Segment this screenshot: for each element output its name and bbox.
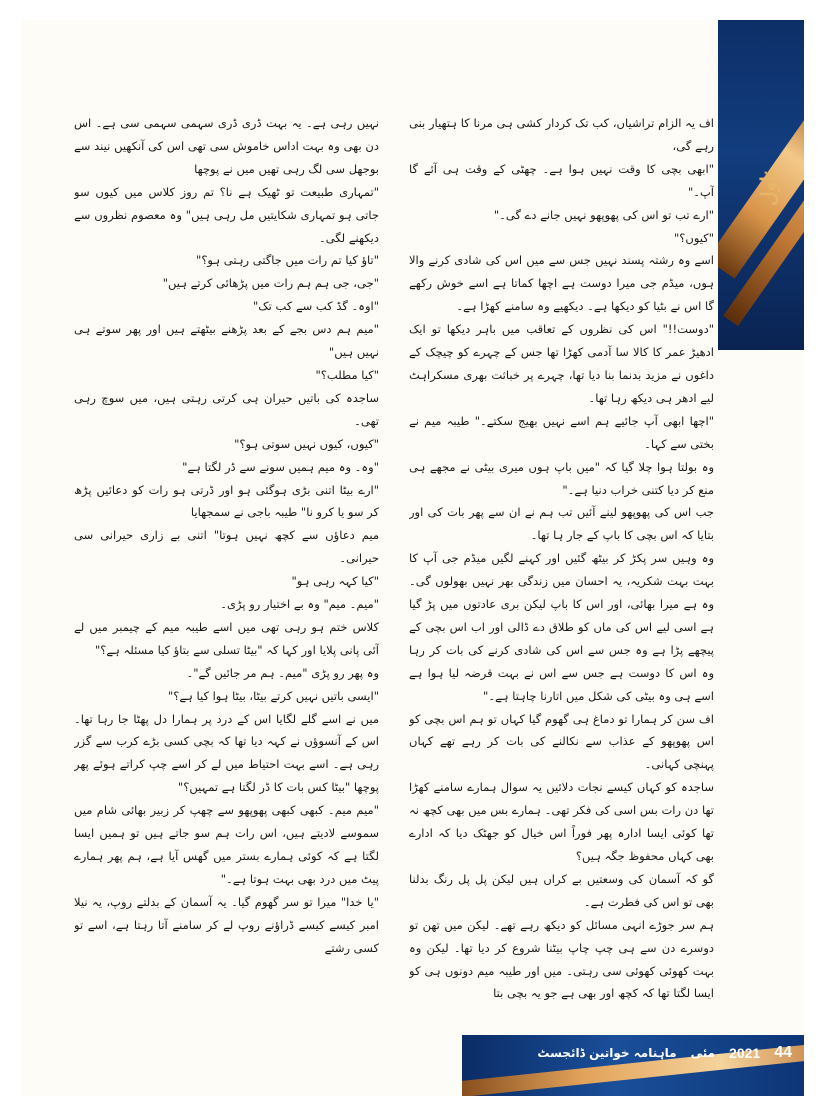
paragraph: اسے وہ رشتہ پسند نہیں جس سے میں اس کی شادی کرنے والا ہوں، میڈم جی میرا دوست ہے اچھا کماتا ہے اسے خوش رکھے گا اس نے بٹیا کو دیکھا ہے۔ دیکھیے وہ سامنے کھڑا ہے۔ bbox=[409, 253, 714, 314]
paragraph: "ایسی باتیں نہیں کرتے بیٹا، بیٹا ہوا کیا ہے؟" bbox=[167, 688, 379, 703]
section-title: ناول bbox=[756, 170, 780, 206]
left-column bbox=[74, 112, 379, 1027]
paragraph: ساجدہ کو کہاں کیسے نجات دلائیں یہ سوال ہمارے سامنے کھڑا تھا دن رات بس اسی کی فکر تھی۔ ہمارے بس میں بھی کچھ نہ تھا کوئی ایسا ادارہ پھر فوراً اس خیال کو جھٹک دیا کہ ادارے بھی کہاں محفوظ جگہ ہیں؟ bbox=[409, 780, 714, 863]
paragraph: "اچھا ابھی آپ جائیے ہم اسے نہیں بھیج سکتے۔" طیبہ میم نے بختی سے کہا۔ bbox=[409, 413, 714, 451]
paragraph: "ابھی بچی کا وقت نہیں ہوا ہے۔ چھٹی کے وقت ہی آئے گا آپ۔" bbox=[409, 161, 714, 199]
page-number: 44 bbox=[774, 1044, 792, 1061]
paragraph: "دوست!!" اس کی نظروں کے تعاقب میں باہر دیکھا تو ایک ادھیڑ عمر کا کالا سا آدمی کھڑا تھا جس کے چہرے کو چیچک کے داغوں نے مزید بدنما بنا دیا تھا، چہرے پر خباثت بھری مسکراہٹ لیے ادھر ہی دیکھ رہا تھا۔ bbox=[409, 322, 714, 405]
magazine-page bbox=[22, 20, 804, 1096]
right-column bbox=[409, 112, 714, 1027]
paragraph: "میم میم۔ کبھی کبھی پھوپھو سے چھپ کر زبیر بھائی شام میں سموسے لادیتے ہیں، اس رات ہم سو جاتے ہیں تو ہمیں ایسا لگتا ہے کہ کوئی ہمارے بستر میں گھس آیا ہے، ہم پھر ہمارے پیٹ میں درد بھی بہت ہوتا ہے۔" bbox=[74, 803, 379, 886]
paragraph: کلاس ختم ہو رہی تھی میں اسے طیبہ میم کے چیمبر میں لے آئی پانی پلایا اور کہا کہ "بیٹا تسلی سے بتاؤ کیا مسئلہ ہے؟" bbox=[74, 619, 379, 657]
paragraph: اف سن کر ہمارا تو دماغ ہی گھوم گیا کہاں تو ہم اس بچی کو اس پھوپھو کے عذاب سے نکالنے کی بات کر رہے تھے کہاں پہنچی کہانی۔ bbox=[409, 711, 714, 772]
paragraph: "میم ہم دس بجے کے بعد پڑھنے بیٹھتے ہیں اور پھر سوتے ہی نہیں ہیں" bbox=[74, 322, 379, 360]
paragraph: "کیوں؟" bbox=[673, 230, 714, 245]
paragraph: وہ پھر رو پڑی "میم۔ ہم مر جائیں گے"۔ bbox=[186, 665, 379, 680]
paragraph: وہ بولتا ہوا چلا گیا کہ "میں باپ ہوں میری بیٹی نے مجھے ہی منع کر دیا کتنی خراب دنیا ہے۔" bbox=[409, 459, 714, 497]
paragraph: اف یہ الزام تراشیاں، کب تک کردار کشی ہی مرنا کا ہتھیار بنی رہے گی، bbox=[409, 116, 714, 153]
paragraph: "میم۔ میم" وہ بے اختیار رو پڑی۔ bbox=[220, 597, 379, 612]
paragraph: میم دعاؤں سے کچھ نہیں ہوتا" اتنی بے زاری حیرانی سی حیرانی۔ bbox=[74, 528, 379, 566]
paragraph: "وہ۔ وہ میم ہمیں سونے سے ڈر لگتا ہے" bbox=[182, 459, 379, 474]
footer-info bbox=[462, 1041, 804, 1065]
paragraph: "کیا کہہ رہی ہو" bbox=[291, 574, 379, 589]
paragraph: "ارے بیٹا اتنی بڑی ہوگئی ہو اور ڈرتی ہو رات کو دعائیں پڑھ کر سو یا کرو نا" طیبہ باجی نے سمجھایا bbox=[74, 482, 379, 520]
paragraph: "یا خدا" میرا تو سر گھوم گیا۔ یہ آسمان کے بدلتے روپ، یہ نیلا امبر کیسے کیسے ڈراؤنے روپ لے کر سامنے آتا رہتا ہے، اسے تو کسی رشتے bbox=[74, 894, 379, 955]
paragraph: "ارے تب تو اس کی پھوپھو نہیں جانے دے گی۔" bbox=[493, 207, 714, 222]
paragraph: "جی، جی ہم ہم رات میں پڑھائی کرتے ہیں" bbox=[162, 276, 379, 291]
paragraph: "تاؤ کیا تم رات میں جاگتی رہتی ہو؟" bbox=[196, 253, 379, 268]
magazine-name: ماہنامہ خواتین ڈائجسٹ bbox=[537, 1046, 677, 1060]
paragraph: جب اس کی پھوپھو لینے آئیں تب ہم نے ان سے پھر بات کی اور بتایا کہ اس بچی کا باپ کے جار ہا تھا۔ bbox=[409, 505, 714, 543]
paragraph: میں نے اسے گلے لگایا اس کے درد پر ہمارا دل پھٹا جا رہا تھا۔ اس کے آنسوؤں نے کہہ دیا تھا کہ بچی کسی بڑے کرب سے گزر رہی ہے۔ اسے بہت احتیاط میں لے کر اسے چپ کراتے ہوئے پھر پوچھا "بیٹا کس بات کا ڈر لگتا ہے تمہیں؟" bbox=[74, 711, 379, 795]
article-body bbox=[74, 112, 714, 1027]
issue-month: مئی bbox=[690, 1046, 716, 1060]
paragraph: گو کہ آسمان کی وسعتیں بے کراں ہیں لیکن پل پل رنگ بدلنا بھی تو اس کی فطرت ہے۔ bbox=[409, 871, 714, 909]
paragraph: "اوہ۔ گڈ کب سے کب تک" bbox=[253, 299, 379, 314]
issue-year: 2021 bbox=[729, 1045, 761, 1061]
paragraph: ساجدہ کی باتیں حیران ہی کرتی رہتی ہیں، میں سوچ رہی تھی۔ bbox=[74, 390, 379, 428]
paragraph: "تمہاری طبیعت تو ٹھیک ہے نا؟ تم روز کلاس میں کیوں سو جاتی ہو تمہاری شکایتیں مل رہی ہیں" وہ معصوم نظروں سے دیکھنے لگی۔ bbox=[74, 184, 379, 245]
paragraph: "کیوں، کیوں نہیں سوتی ہو؟" bbox=[234, 436, 379, 451]
paragraph: وہ وہیں سر پکڑ کر بیٹھ گئیں اور کہنے لگیں میڈم جی آپ کا بہت بہت شکریہ، یہ احسان میں زندگی بھر نہیں بھولوں گی۔ وہ ہے میرا بھائی، اور اس کا باپ لیکن بری عادتوں میں پڑ گیا ہے اسی لیے اس کی ماں کو طلاق دے ڈالی اور اب اس بچی کے پیچھے پڑا ہے وہ جس سے اس کی شادی کرنے کی بات کر رہا وہ اس کا دوست ہے جس سے اس نے بہت قرضہ لیا ہوا ہے اسے ہی وہ بیٹی کی شکل میں اتارنا چاہتا ہے۔" bbox=[409, 551, 714, 703]
page-footer bbox=[462, 1035, 804, 1096]
paragraph: ہم سر جوڑے انہی مسائل کو دیکھ رہے تھے۔ لیکن میں تھن تو دوسرے دن سے ہی چپ چاپ بیٹنا شروع کر دیا تھا۔ لیکن وہ بہت کھوئی کھوئی سی رہتی۔ میں اور طیبہ میم دونوں ہی کو ایسا لگتا تھا کہ کچھ اور بھی ہے جو یہ بچی بتا bbox=[409, 917, 714, 1001]
paragraph: نہیں رہی ہے۔ یہ بہت ڈری ڈری سہمی سہمی سی ہے۔ اس دن بھی وہ بہت اداس خاموش سی تھی اس کی آنکھیں نیند سے بوجھل سی لگ رہی تھیں میں نے پوچھا bbox=[74, 116, 379, 176]
paragraph: "کیا مطلب؟" bbox=[315, 367, 379, 382]
section-banner bbox=[718, 20, 804, 350]
